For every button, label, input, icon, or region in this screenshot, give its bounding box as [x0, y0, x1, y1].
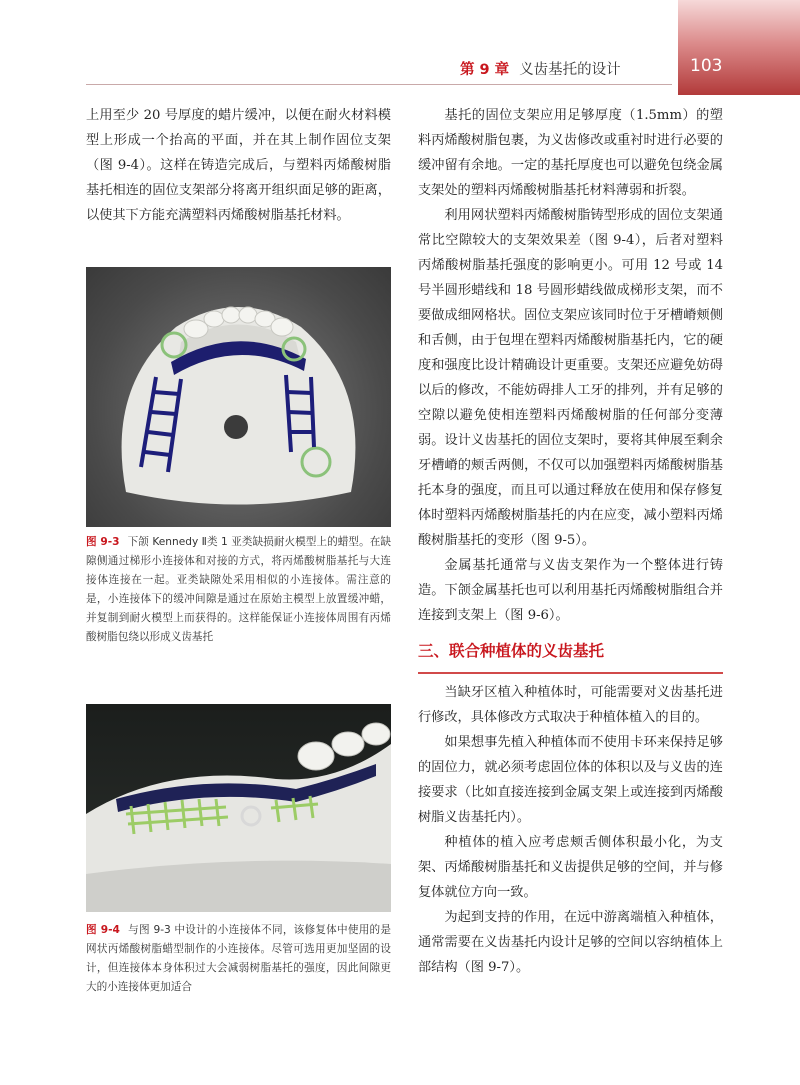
body-paragraph: 种植体的植入应考虑颊舌侧体积最小化，为支架、丙烯酸树脂基托和义齿提供足够的空间，并与修复体就位方向一致。: [418, 835, 723, 900]
body-paragraph: 上用至少 20 号厚度的蜡片缓冲，以便在耐火材料模型上形成一个抬高的平面，并在其上制作固位支架（图 9-4）。这样在铸造完成后，与塑料丙烯酸树脂基托相连的固位支架部分将离开组织面足够的距离，以使其下方能充满塑料丙烯酸树脂基托材料。: [86, 108, 391, 223]
caption-text: 下颌 Kennedy Ⅱ类 1 亚类缺损耐火模型上的蜡型。在缺隙侧通过梯形小连接体和对接的方式，将丙烯酸树脂基托与大连接体连接在一起。亚类缺隙处采用相似的小连接体。需注意的是，小连接体下的缓冲间隙是通过在原始主模型上放置缓冲蜡，并复制到耐火模型上而获得的。这样能保证小连接体周围有丙烯酸树脂包绕以形成义齿基托: [86, 536, 392, 643]
figure-9-4-caption: [86, 921, 391, 997]
body-paragraph: 当缺牙区植入种植体时，可能需要对义齿基托进行修改，具体修改方式取决于种植体植入的目的。: [418, 685, 723, 725]
section-rule: [418, 672, 723, 674]
page-number: 103: [690, 56, 723, 76]
left-column: [86, 103, 391, 228]
body-paragraph: 利用网状塑料丙烯酸树脂铸型形成的固位支架通常比空隙较大的支架效果差（图 9-4），后者对塑料丙烯酸树脂基托强度的影响更小。可用 12 号或 14 号半圆形蜡线和 18 号圆形蜡线做成梯形支架，而不要做成细网格状。固位支架应该同时位于牙槽嵴颊侧和舌侧，由于包埋在塑料丙烯酸树脂基托内，它的硬度和强度比设计精确设计更重要。支架还应避免妨碍以后的修改，不能妨碍排人工牙的排列，并有足够的空隙以避免使相连塑料丙烯酸树脂的任何部分变薄弱。设计义齿基托的固位支架时，要将其伸展至剩余牙槽嵴的颊舌两侧，不仅可以加强塑料丙烯酸树脂基托本身的强度，而且可以通过释放在使用和保存修复体时塑料丙烯酸树脂基托的内在应变，减小塑料丙烯酸树脂基托的变形（图 9-5）。: [418, 208, 723, 548]
figure-9-3-caption: [86, 533, 391, 647]
figure-label: 图 9-3: [86, 536, 120, 548]
chapter-title: 义齿基托的设计: [519, 62, 621, 78]
caption-text: 与图 9-3 中设计的小连接体不同，该修复体中使用的是网状丙烯酸树脂蜡型制作的小连接体。尽管可选用更加坚固的设计，但连接体本身体积过大会减弱树脂基托的强度，因此间隙更大的小连接体更加适合: [86, 924, 391, 993]
figure-9-4-photo: [86, 704, 391, 912]
header-accent-bar: [678, 0, 800, 95]
right-column: [418, 103, 723, 980]
body-paragraph: 为起到支持的作用，在远中游离端植入种植体，通常需要在义齿基托内设计足够的空间以容纳植体上部结构（图 9-7）。: [418, 910, 723, 975]
figure-label: 图 9-4: [86, 924, 120, 936]
running-header: [460, 58, 670, 79]
dental-cast-closeup-illustration: [86, 704, 391, 912]
body-paragraph: 基托的固位支架应用足够厚度（1.5mm）的塑料丙烯酸树脂包裹，为义齿修改或重衬时进行必要的缓冲留有余地。一定的基托厚度也可以避免包绕金属支架处的塑料丙烯酸树脂基托材料薄弱和折裂。: [418, 108, 723, 198]
dental-cast-illustration: [86, 267, 391, 527]
figure-9-3-photo: [86, 267, 391, 527]
body-paragraph: 如果想事先植入种植体而不使用卡环来保持足够的固位力，就必须考虑固位体的体积以及与义齿的连接要求（比如直接连接到金属支架上或连接到丙烯酸树脂义齿基托内）。: [418, 735, 723, 825]
chapter-number: 第 9 章: [460, 62, 510, 78]
header-rule: [86, 84, 672, 85]
body-paragraph: 金属基托通常与义齿支架作为一个整体进行铸造。下颌金属基托也可以利用基托丙烯酸树脂组合并连接到支架上（图 9-6）。: [418, 558, 723, 623]
section-heading: 三、联合种植体的义齿基托: [418, 642, 605, 660]
